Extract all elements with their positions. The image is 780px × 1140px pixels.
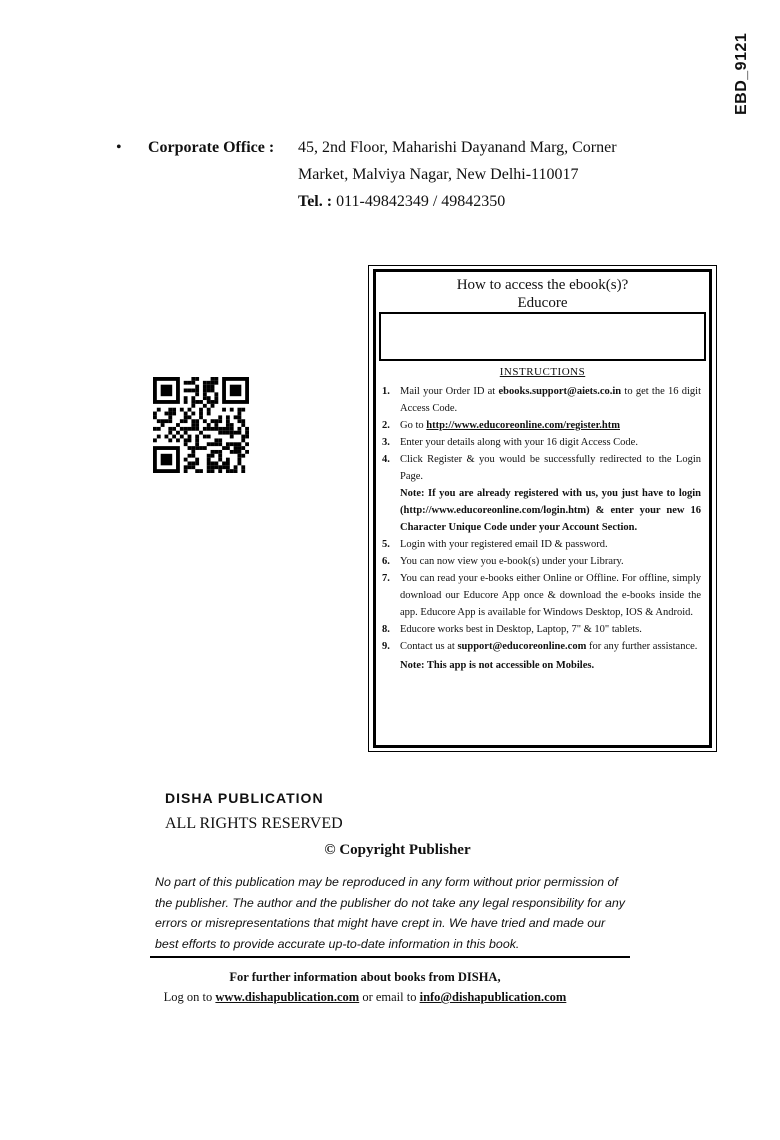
- item-number: 6.: [382, 556, 390, 567]
- qr-module: [211, 469, 215, 473]
- qr-module: [241, 469, 245, 473]
- qr-module: [245, 450, 249, 454]
- qr-module: [191, 423, 195, 427]
- qr-module: [226, 461, 230, 465]
- ebook-access-box: [368, 265, 717, 752]
- qr-module: [195, 446, 199, 450]
- mobile-note: Note: This app is not accessible on Mobiles.: [400, 660, 595, 671]
- qr-module: [237, 442, 241, 446]
- qr-module: [222, 427, 226, 431]
- instructions-heading: INSTRUCTIONS: [499, 366, 586, 378]
- qr-module: [211, 404, 215, 408]
- qr-module: [184, 412, 188, 416]
- item-text: [400, 451, 701, 485]
- qr-module: [195, 400, 199, 404]
- qr-module: [203, 389, 207, 393]
- qr-module: [211, 381, 215, 385]
- qr-module: [199, 408, 203, 412]
- qr-module: [184, 458, 188, 462]
- qr-module: [237, 461, 241, 465]
- qr-module: [195, 469, 199, 473]
- qr-module: [191, 465, 195, 469]
- qr-module: [153, 412, 157, 416]
- qr-module: [191, 400, 195, 404]
- qr-module: [180, 435, 184, 439]
- qr-module: [226, 427, 230, 431]
- qr-module: [230, 385, 242, 397]
- qr-module: [184, 442, 188, 446]
- item-number: 7.: [382, 573, 390, 584]
- item-text-part: to get the 16 digit Access Code.: [400, 386, 701, 414]
- divider: [150, 956, 630, 958]
- item-number: 8.: [382, 624, 390, 635]
- qr-module: [237, 454, 241, 458]
- qr-module: [211, 400, 215, 404]
- qr-module: [191, 389, 195, 393]
- qr-module: [157, 408, 161, 412]
- qr-module: [230, 431, 234, 435]
- qr-module: [157, 427, 161, 431]
- qr-module: [230, 427, 234, 431]
- qr-module: [241, 438, 245, 442]
- qr-module: [199, 446, 203, 450]
- qr-module: [191, 454, 195, 458]
- item-text: [400, 383, 701, 417]
- item-number: 3.: [382, 437, 390, 448]
- qr-module: [218, 431, 222, 435]
- instruction-item: [382, 434, 701, 451]
- qr-module: [237, 458, 241, 462]
- qr-module: [184, 469, 188, 473]
- item-text: [400, 638, 701, 655]
- qr-module: [191, 450, 195, 454]
- qr-module: [176, 438, 180, 442]
- qr-module: [207, 454, 211, 458]
- qr-module: [199, 415, 203, 419]
- qr-module: [218, 454, 222, 458]
- qr-module: [207, 461, 211, 465]
- item-number: 2.: [382, 420, 390, 431]
- qr-module: [211, 377, 215, 381]
- qr-module: [207, 400, 211, 404]
- qr-module: [188, 461, 192, 465]
- qr-module: [230, 423, 234, 427]
- qr-module: [241, 435, 245, 439]
- qr-module: [234, 431, 238, 435]
- qr-module: [207, 381, 211, 385]
- ebook-subheading: Educore: [517, 295, 568, 311]
- qr-module: [188, 427, 192, 431]
- qr-module: [188, 389, 192, 393]
- qr-module: [230, 435, 234, 439]
- qr-module: [188, 465, 192, 469]
- qr-module: [195, 389, 199, 393]
- qr-module: [218, 427, 222, 431]
- qr-module: [165, 412, 169, 416]
- qr-module: [203, 381, 207, 385]
- qr-module: [241, 465, 245, 469]
- qr-module: [218, 458, 222, 462]
- qr-module: [191, 419, 195, 423]
- item-text: [400, 621, 701, 638]
- qr-module: [191, 396, 195, 400]
- qr-module: [207, 385, 211, 389]
- qr-module: [188, 381, 192, 385]
- qr-module: [211, 427, 215, 431]
- qr-module: [226, 469, 230, 473]
- qr-module: [230, 408, 234, 412]
- qr-module: [222, 408, 226, 412]
- publisher-name: DISHA PUBLICATION: [165, 790, 324, 806]
- qr-module: [214, 423, 218, 427]
- qr-module: [218, 438, 222, 442]
- qr-module: [241, 423, 245, 427]
- qr-module: [214, 381, 218, 385]
- qr-module: [203, 385, 207, 389]
- qr-module: [195, 419, 199, 423]
- item-text-part: Go to: [400, 420, 427, 431]
- qr-module: [195, 427, 199, 431]
- item-text-part: Contact us at: [400, 641, 458, 652]
- qr-module: [195, 377, 199, 381]
- qr-module: [191, 412, 195, 416]
- qr-module: [203, 392, 207, 396]
- qr-module: [188, 435, 192, 439]
- qr-module: [191, 404, 195, 408]
- ebook-heading: How to access the ebook(s)?: [456, 277, 629, 293]
- qr-module: [184, 415, 188, 419]
- qr-module: [168, 415, 172, 419]
- qr-module: [184, 381, 188, 385]
- qr-module: [172, 427, 176, 431]
- qr-module: [195, 458, 199, 462]
- item-number: 5.: [382, 539, 390, 550]
- telephone: [298, 193, 505, 211]
- qr-module: [172, 408, 176, 412]
- qr-module: [168, 408, 172, 412]
- qr-module: [153, 438, 157, 442]
- qr-module: [237, 408, 241, 412]
- access-code-box: [379, 312, 706, 361]
- qr-module: [234, 415, 238, 419]
- bullet: •: [116, 139, 122, 156]
- item-text-part: You can now view you e-book(s) under your Library.: [400, 556, 624, 567]
- item-text-part: Mail your Order ID at: [400, 386, 499, 397]
- instruction-item: [382, 638, 701, 655]
- address-line-1: 45, 2nd Floor, Maharishi Dayanand Marg, Corner: [298, 139, 617, 156]
- further-info: For further information about books from DISHA,: [229, 970, 501, 984]
- qr-module: [211, 461, 215, 465]
- qr-module: [188, 408, 192, 412]
- tel-number: 011-49842349 / 49842350: [336, 193, 506, 210]
- qr-module: [168, 427, 172, 431]
- qr-module: [203, 396, 207, 400]
- qr-module: [203, 419, 207, 423]
- qr-module: [237, 412, 241, 416]
- qr-module: [234, 442, 238, 446]
- qr-module: [234, 450, 238, 454]
- qr-module: [211, 465, 215, 469]
- qr-module: [176, 423, 180, 427]
- qr-module: [168, 438, 172, 442]
- qr-module: [241, 408, 245, 412]
- qr-module: [168, 431, 172, 435]
- qr-module: [203, 435, 207, 439]
- item-text: [400, 553, 701, 570]
- item-text-part: You can read your e-books either Online or Offline. For offline, simply download our Educore App once & download the e-books inside the app. Educore App is available for Windows Desktop, IOS & Android.: [400, 573, 701, 618]
- qr-module: [184, 438, 188, 442]
- qr-module: [191, 377, 195, 381]
- item-number: 9.: [382, 641, 390, 652]
- disclaimer: No part of this publication may be reproduced in any form without prior permission of the publisher. The author and the publisher do not take any legal responsibility for any errors or misrepresentations that might have crept in. We have tried and made our best efforts to provide accurate up-to-date information in this book.: [155, 875, 625, 951]
- instruction-item: [382, 536, 701, 553]
- qr-module: [207, 435, 211, 439]
- qr-module: [207, 423, 211, 427]
- qr-module: [237, 446, 241, 450]
- qr-module: [195, 442, 199, 446]
- qr-module: [237, 450, 241, 454]
- qr-module: [161, 423, 165, 427]
- tel-label: Tel. :: [298, 193, 333, 210]
- qr-module: [226, 442, 230, 446]
- qr-module: [172, 412, 176, 416]
- qr-module: [184, 396, 188, 400]
- item-text-part: Click Register & you would be successfully redirected to the Login Page.: [400, 454, 701, 482]
- qr-module: [245, 442, 249, 446]
- qr-module: [241, 446, 245, 450]
- item-text-part: Login with your registered email ID & password.: [400, 539, 608, 550]
- qr-module: [234, 469, 238, 473]
- item-text-part: for any further assistance.: [586, 641, 698, 652]
- register-link[interactable]: http://www.educoreonline.com/register.htm: [426, 420, 620, 431]
- qr-module: [226, 423, 230, 427]
- qr-module: [237, 415, 241, 419]
- qr-module: [195, 385, 199, 389]
- item-text: [400, 570, 701, 621]
- qr-module: [218, 469, 222, 473]
- qr-module: [211, 454, 215, 458]
- website-link[interactable]: www.dishapublication.com: [215, 990, 360, 1004]
- qr-module: [153, 427, 157, 431]
- item-text-part: Enter your details along with your 16 digit Access Code.: [400, 437, 638, 448]
- qr-module: [218, 442, 222, 446]
- item-number: 1.: [382, 386, 390, 397]
- qr-module: [184, 389, 188, 393]
- qr-module: [195, 461, 199, 465]
- qr-module: [214, 442, 218, 446]
- qr-module: [161, 419, 165, 423]
- qr-module: [222, 431, 226, 435]
- instruction-item: [382, 383, 701, 417]
- qr-module: [241, 454, 245, 458]
- qr-module: [157, 435, 161, 439]
- qr-module: [234, 446, 238, 450]
- qr-module: [211, 389, 215, 393]
- qr-module: [207, 465, 211, 469]
- qr-module: [161, 385, 173, 397]
- qr-module: [191, 461, 195, 465]
- email-text: or email to: [359, 990, 420, 1004]
- qr-module: [195, 392, 199, 396]
- qr-module: [226, 465, 230, 469]
- qr-module: [214, 438, 218, 442]
- qr-module: [237, 419, 241, 423]
- qr-module: [234, 465, 238, 469]
- item-text: [400, 434, 701, 451]
- qr-module: [207, 412, 211, 416]
- qr-module: [230, 442, 234, 446]
- item-number: 4.: [382, 454, 390, 465]
- qr-module: [195, 438, 199, 442]
- qr-module: [180, 419, 184, 423]
- qr-module: [214, 377, 218, 381]
- qr-module: [211, 450, 215, 454]
- qr-module: [214, 461, 218, 465]
- qr-module: [172, 435, 176, 439]
- qr-module: [214, 465, 218, 469]
- qr-module: [191, 427, 195, 431]
- qr-module: [180, 427, 184, 431]
- qr-module: [184, 427, 188, 431]
- instructions-list: [382, 383, 701, 674]
- qr-module: [184, 419, 188, 423]
- qr-module: [168, 419, 172, 423]
- email-link[interactable]: info@dishapublication.com: [419, 990, 567, 1004]
- instruction-item: [382, 417, 701, 434]
- logon-line: [0, 990, 730, 1005]
- qr-module: [191, 446, 195, 450]
- qr-module: [245, 435, 249, 439]
- qr-module: [241, 419, 245, 423]
- qr-module: [226, 446, 230, 450]
- qr-module: [226, 419, 230, 423]
- qr-module: [214, 392, 218, 396]
- qr-module: [207, 442, 211, 446]
- qr-module: [165, 435, 169, 439]
- qr-module: [157, 419, 161, 423]
- qr-module: [214, 427, 218, 431]
- qr-module: [195, 435, 199, 439]
- qr-module: [199, 412, 203, 416]
- qr-module: [184, 431, 188, 435]
- qr-module: [188, 454, 192, 458]
- instruction-item: [382, 621, 701, 638]
- copyright: © Copyright Publisher: [324, 842, 471, 858]
- email-address[interactable]: ebooks.support@aiets.co.in: [498, 386, 622, 397]
- qr-module: [195, 423, 199, 427]
- qr-module: [218, 415, 222, 419]
- qr-module: [230, 469, 234, 473]
- qr-module: [207, 396, 211, 400]
- item-text: [400, 417, 701, 434]
- qr-module: [199, 469, 203, 473]
- qr-module: [153, 415, 157, 419]
- qr-module: [237, 431, 241, 435]
- qr-module: [211, 385, 215, 389]
- qr-module: [214, 400, 218, 404]
- qr-module: [226, 415, 230, 419]
- qr-module: [207, 469, 211, 473]
- qr-code: [153, 377, 249, 473]
- qr-module: [245, 427, 249, 431]
- qr-module: [188, 415, 192, 419]
- logon-text: Log on to: [163, 990, 216, 1004]
- qr-module: [211, 419, 215, 423]
- qr-module: [214, 419, 218, 423]
- qr-module: [191, 381, 195, 385]
- qr-module: [165, 419, 169, 423]
- qr-module: [199, 400, 203, 404]
- email-address[interactable]: support@educoreonline.com: [457, 641, 587, 652]
- item-text: [400, 536, 701, 553]
- qr-module: [230, 450, 234, 454]
- qr-module: [218, 419, 222, 423]
- qr-module: [203, 427, 207, 431]
- qr-module: [211, 442, 215, 446]
- ebook-title: [376, 276, 709, 312]
- qr-module: [245, 431, 249, 435]
- qr-module: [188, 446, 192, 450]
- instruction-item: [382, 553, 701, 570]
- qr-module: [199, 431, 203, 435]
- qr-module: [214, 396, 218, 400]
- instruction-item: [382, 570, 701, 621]
- qr-module: [218, 450, 222, 454]
- qr-module: [168, 412, 172, 416]
- qr-module: [226, 431, 230, 435]
- qr-module: [218, 465, 222, 469]
- qr-module: [161, 454, 173, 466]
- qr-module: [188, 438, 192, 442]
- qr-module: [207, 389, 211, 393]
- qr-module: [203, 404, 207, 408]
- qr-module: [203, 446, 207, 450]
- address-line-2: Market, Malviya Nagar, New Delhi-110017: [298, 166, 579, 183]
- qr-module: [207, 408, 211, 412]
- rights-reserved: ALL RIGHTS RESERVED: [165, 815, 343, 832]
- qr-module: [180, 408, 184, 412]
- qr-module: [207, 427, 211, 431]
- document-code: EBD_9121: [733, 32, 750, 115]
- item-text-part: Educore works best in Desktop, Laptop, 7" & 10" tablets.: [400, 624, 642, 635]
- instruction-item: [382, 451, 701, 485]
- corporate-label: Corporate Office :: [148, 139, 275, 156]
- qr-module: [184, 465, 188, 469]
- qr-module: [222, 461, 226, 465]
- registered-user-note: Note: If you are already registered with us, you just have to login (http://www.educoreonline.com/login.htm) & enter your new 16 Character Unique Code under your Account Section.: [400, 488, 701, 533]
- qr-module: [226, 458, 230, 462]
- qr-module: [222, 446, 226, 450]
- qr-module: [207, 458, 211, 462]
- qr-module: [176, 431, 180, 435]
- qr-module: [214, 450, 218, 454]
- qr-module: [184, 400, 188, 404]
- qr-module: [222, 465, 226, 469]
- qr-module: [237, 427, 241, 431]
